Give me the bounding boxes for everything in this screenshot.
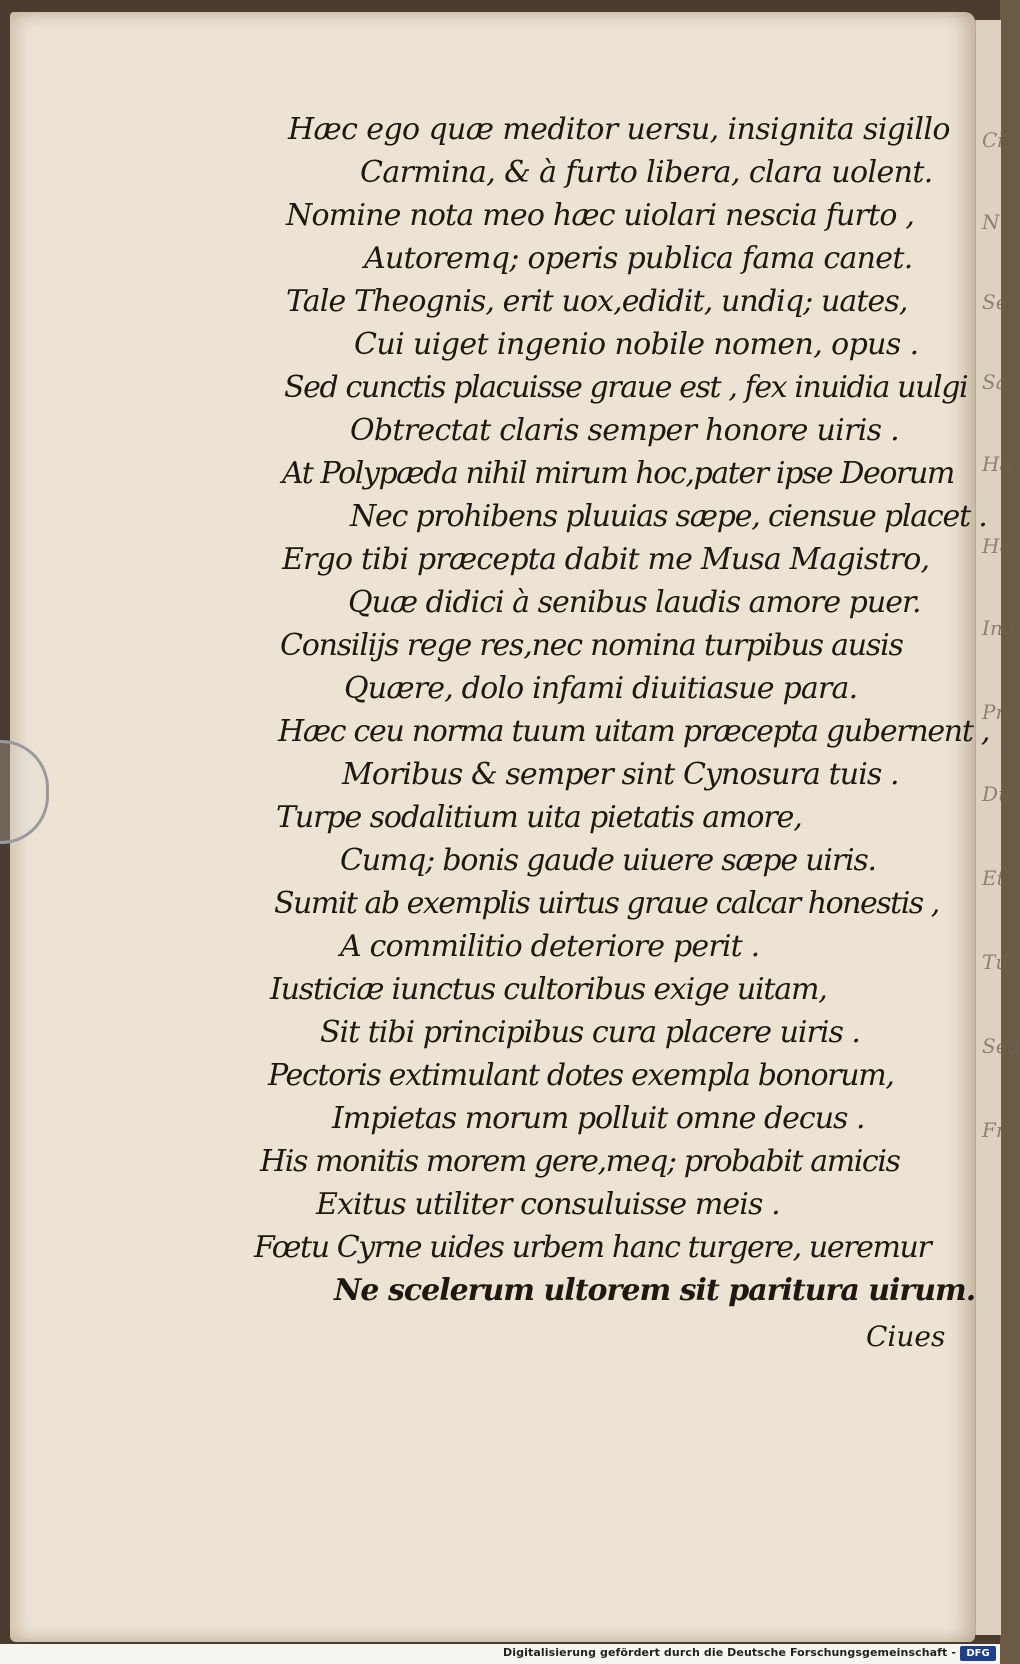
verse-line: A commilitio deteriore perit . [340, 929, 760, 964]
bleed-text: Et [982, 866, 1005, 890]
verse-line: Carmina, & à furto libera, clara uolent. [360, 155, 933, 190]
verse-line: Tale Theognis, erit uox,edidit, undiq; uates, [286, 284, 908, 319]
verse-line: Impietas morum polluit omne decus . [332, 1101, 865, 1136]
verse-line: Consilijs rege res,nec nomina turpibus ausis [280, 628, 903, 663]
bleed-text: Se [982, 290, 1008, 314]
facing-page-edge [975, 20, 1001, 1635]
bleed-text: Sa [982, 370, 1008, 394]
funding-credit: Digitalisierung gefördert durch die Deutsche Forschungsgemeinschaft - [503, 1646, 956, 1659]
bleed-text: Ha [982, 452, 1012, 476]
bleed-text: Tu [982, 950, 1009, 974]
bleed-text: Pr [982, 700, 1006, 724]
verse-line: Fœtu Cyrne uides urbem hanc turgere, ueremur [254, 1230, 931, 1265]
bleed-text: N [982, 210, 1000, 234]
bleed-text: He [982, 534, 1012, 558]
bleed-text: Fr [982, 1118, 1006, 1142]
verse-line: Sit tibi principibus cura placere uiris . [320, 1015, 860, 1050]
verse-line: Pectoris extimulant dotes exempla bonorum, [268, 1058, 894, 1093]
bleed-text: Ci [982, 128, 1004, 152]
catchword: Ciues [866, 1320, 946, 1353]
verse-line: Quæ didici à senibus laudis amore puer. [348, 585, 921, 620]
verse-line: Cui uiget ingenio nobile nomen, opus . [354, 327, 919, 362]
verse-line: At Polypæda nihil mirum hoc,pater ipse Deorum [282, 456, 954, 491]
verse-line: Hæc ceu norma tuum uitam præcepta gubernent , [278, 714, 990, 749]
digitization-footer [0, 1644, 1000, 1664]
verse-line: Iusticiæ iunctus cultoribus exige uitam, [270, 972, 827, 1007]
bleed-text: Ind [982, 616, 1016, 640]
verse-line: Ergo tibi præcepta dabit me Musa Magistro, [282, 542, 930, 577]
verse-line: Obtrectat claris semper honore uiris . [350, 413, 899, 448]
verse-line: Cumq; bonis gaude uiuere sæpe uiris. [340, 843, 876, 878]
verse-line: Autoremq; operis publica fama canet. [364, 241, 913, 276]
verse-line: Nomine nota meo hæc uiolari nescia furto , [286, 198, 915, 233]
verse-line: Exitus utiliter consuluisse meis . [316, 1187, 780, 1222]
dfg-logo-icon: DFG [960, 1646, 996, 1661]
verse-line: His monitis morem gere,meq; probabit amicis [260, 1144, 900, 1179]
verse-line: Turpe sodalitium uita pietatis amore, [276, 800, 802, 835]
bleed-text: Sed [982, 1034, 1020, 1058]
verse-line: Nec prohibens pluuias sæpe, ciensue placet . [350, 499, 987, 534]
verse-line: Quære, dolo infami diuitiasue para. [344, 671, 858, 706]
verse-line: Sumit ab exemplis uirtus graue calcar honestis , [274, 886, 939, 921]
verse-line: Hæc ego quæ meditor uersu, insignita sigillo [288, 112, 950, 147]
verse-line: Ne scelerum ultorem sit paritura uirum. [334, 1273, 976, 1308]
verse-line: Sed cunctis placuisse graue est , fex inuidia uulgi [284, 370, 968, 405]
verse-line: Moribus & semper sint Cynosura tuis . [342, 757, 899, 792]
bleed-text: Du [982, 782, 1011, 806]
